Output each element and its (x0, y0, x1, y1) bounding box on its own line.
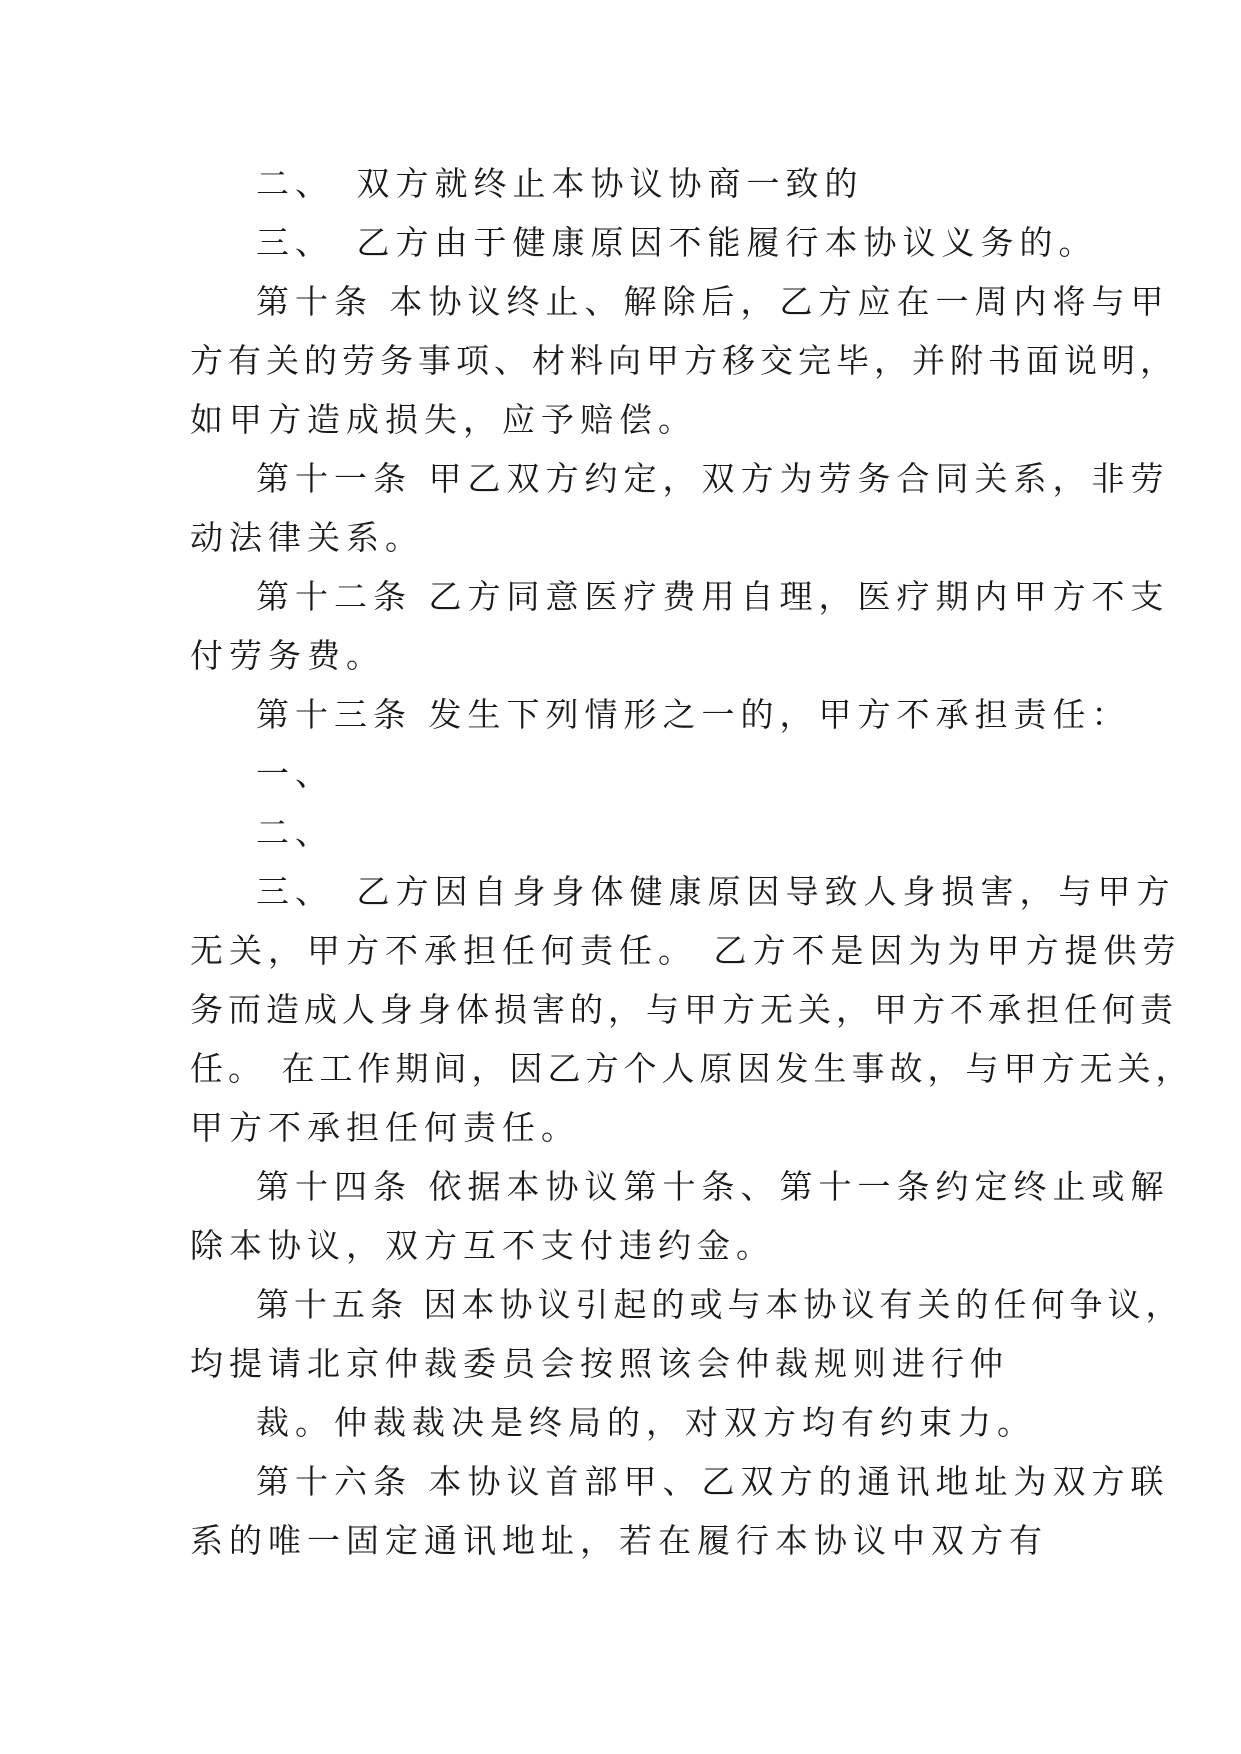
clause-line: 无关，甲方不承担任何责任。 乙方不是因为为甲方提供劳 (190, 931, 1182, 970)
clause-line: 第十二条 乙方同意医疗费用自理，医疗期内甲方不支 (256, 577, 1170, 616)
clause-line: 第十三条 发生下列情形之一的，甲方不承担责任： (256, 695, 1131, 734)
clause-line: 如甲方造成损失，应予赔偿。 (190, 400, 697, 439)
clause-line: 第十六条 本协议首部甲、乙双方的通讯地址为双方联 (256, 1462, 1170, 1501)
clause-line: 第十五条 因本协议引起的或与本协议有关的任何争议， (256, 1285, 1184, 1324)
clause-line: 第十四条 依据本协议第十条、第十一条约定终止或解 (256, 1167, 1170, 1206)
clause-line: 二、 双方就终止本协议协商一致的 (256, 164, 864, 203)
clause-line: 动法律关系。 (190, 518, 424, 557)
clause-line: 一、 (256, 754, 334, 793)
clause-line: 第十条 本协议终止、解除后，乙方应在一周内将与甲 (256, 282, 1170, 321)
clause-line: 务而造成人身身体损害的，与甲方无关，甲方不承担任何责 (190, 990, 1178, 1029)
clause-line: 裁。仲裁裁决是终局的，对双方均有约束力。 (256, 1403, 1036, 1442)
clause-line: 系的唯一固定通讯地址，若在履行本协议中双方有 (190, 1521, 1048, 1560)
clause-line: 均提请北京仲裁委员会按照该会仲裁规则进行仲 (190, 1344, 1009, 1383)
clause-line: 三、 乙方因自身身体健康原因导致人身损害，与甲方 (256, 872, 1176, 911)
clause-line: 任。 在工作期间，因乙方个人原因发生事故，与甲方无关， (190, 1049, 1194, 1088)
clause-line: 二、 (256, 813, 334, 852)
clause-line: 三、 乙方由于健康原因不能履行本协议义务的。 (256, 223, 1098, 262)
clause-line: 第十一条 甲乙双方约定，双方为劳务合同关系，非劳 (256, 459, 1170, 498)
clause-line: 除本协议，双方互不支付违约金。 (190, 1226, 775, 1265)
clause-line: 方有关的劳务事项、材料向甲方移交完毕，并附书面说明， (190, 341, 1178, 380)
clause-line: 甲方不承担任何责任。 (190, 1108, 580, 1147)
clause-line: 付劳务费。 (190, 636, 385, 675)
